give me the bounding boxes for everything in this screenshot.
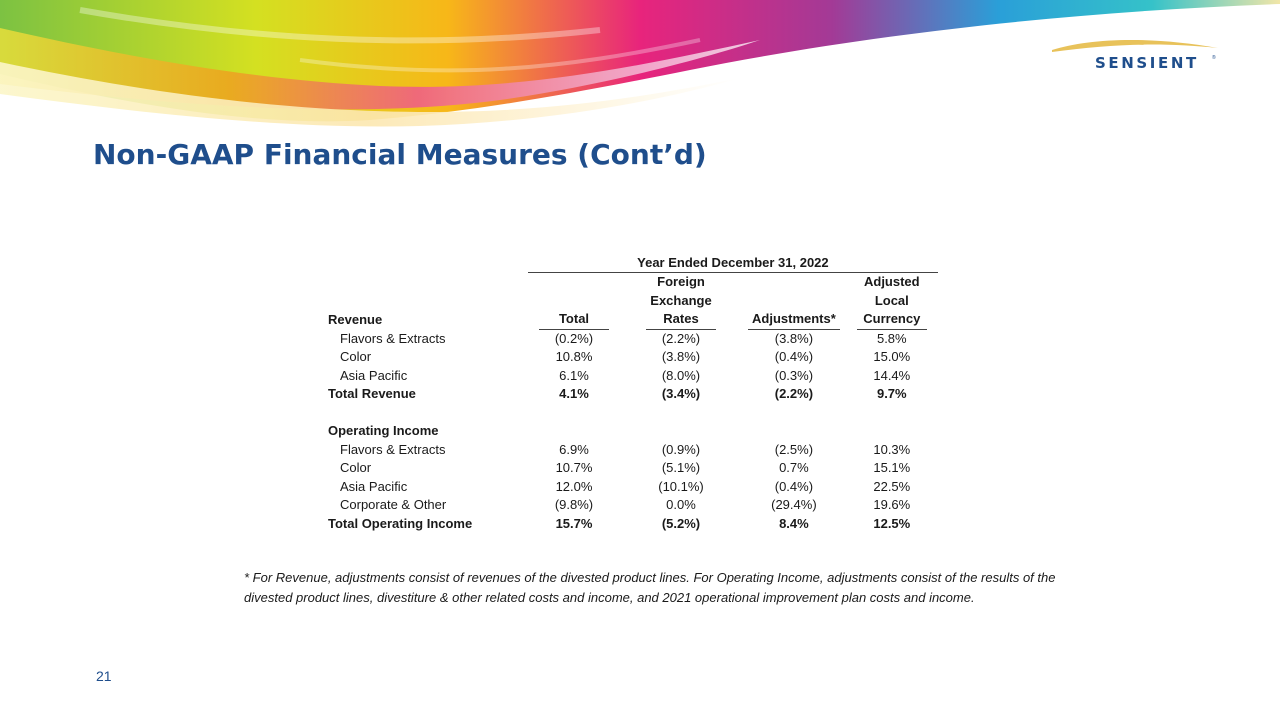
cell-alc: 10.3% bbox=[873, 441, 911, 457]
row-label: Color bbox=[340, 460, 372, 475]
cell-adj: 8.4% bbox=[779, 515, 809, 531]
cell-alc: 9.7% bbox=[876, 386, 907, 401]
row-label: Total Operating Income bbox=[328, 515, 473, 531]
col-header-line: Total bbox=[558, 311, 590, 326]
cell-adj: (2.5%) bbox=[774, 441, 814, 457]
sensient-logo bbox=[1050, 36, 1220, 76]
col-header-line: Exchange bbox=[650, 292, 712, 308]
row-label: Color bbox=[340, 349, 372, 364]
slide-number: 21 bbox=[96, 668, 112, 684]
cell-adj: (0.4%) bbox=[774, 478, 814, 494]
cell-total: 6.9% bbox=[559, 441, 589, 457]
row-label: Flavors & Extracts bbox=[340, 441, 446, 457]
col-header-line: Adjustments* bbox=[752, 311, 836, 326]
revenue-section-label: Revenue bbox=[328, 312, 383, 327]
cell-adj: (29.4%) bbox=[771, 497, 817, 512]
table-row bbox=[328, 367, 938, 386]
cell-total: 10.7% bbox=[555, 460, 593, 475]
financial-table bbox=[328, 252, 938, 533]
cell-fx: (10.1%) bbox=[658, 478, 704, 494]
column-header-row bbox=[328, 273, 938, 330]
total-operating-income-row bbox=[328, 515, 938, 534]
operating-income-section-row bbox=[328, 422, 938, 441]
cell-alc: 15.1% bbox=[873, 460, 911, 475]
col-header-alc bbox=[857, 273, 927, 330]
period-label: Year Ended December 31, 2022 bbox=[528, 252, 938, 273]
cell-fx: (5.2%) bbox=[661, 515, 701, 531]
logo-wordmark: SENSIENT bbox=[1095, 54, 1199, 72]
table-row bbox=[328, 496, 938, 515]
col-header-line: Adjusted bbox=[863, 274, 920, 289]
table-row bbox=[328, 441, 938, 460]
cell-alc: 15.0% bbox=[873, 349, 911, 364]
table-row bbox=[328, 348, 938, 367]
cell-fx: 0.0% bbox=[666, 497, 696, 512]
col-header-total bbox=[539, 273, 609, 330]
cell-total: 10.8% bbox=[555, 349, 593, 364]
cell-total: 6.1% bbox=[559, 367, 589, 383]
cell-fx: (3.8%) bbox=[661, 349, 701, 364]
cell-fx: (0.9%) bbox=[661, 441, 701, 457]
cell-total: 12.0% bbox=[555, 478, 593, 494]
row-label: Asia Pacific bbox=[340, 367, 408, 383]
cell-total: 4.1% bbox=[559, 386, 589, 401]
cell-adj: (3.8%) bbox=[774, 330, 814, 346]
cell-adj: (0.3%) bbox=[774, 367, 814, 383]
cell-fx: (3.4%) bbox=[661, 386, 701, 401]
col-header-line: Local bbox=[874, 292, 909, 308]
cell-total: 15.7% bbox=[555, 515, 593, 531]
cell-alc: 5.8% bbox=[876, 330, 907, 346]
logo-trademark: ® bbox=[1212, 55, 1216, 61]
cell-total: (0.2%) bbox=[554, 330, 594, 346]
cell-alc: 19.6% bbox=[873, 497, 911, 512]
col-header-line: Foreign bbox=[657, 274, 705, 289]
col-header-fx bbox=[646, 273, 716, 330]
cell-adj: (2.2%) bbox=[774, 386, 814, 401]
row-label: Asia Pacific bbox=[340, 478, 408, 494]
period-header-row bbox=[328, 252, 938, 273]
cell-fx: (5.1%) bbox=[661, 460, 701, 475]
table-row bbox=[328, 330, 938, 349]
cell-adj: (0.4%) bbox=[774, 349, 814, 364]
col-header-adj bbox=[748, 273, 840, 330]
footnote: * For Revenue, adjustments consist of revenues of the divested product lines. For Operating Income, adjustments consist of the results of the divested product lines, divestiture & other related costs and income, and 2021 operational improvement plan costs and income. bbox=[244, 570, 1056, 605]
cell-fx: (8.0%) bbox=[661, 367, 701, 383]
total-revenue-row bbox=[328, 385, 938, 404]
row-label: Total Revenue bbox=[328, 386, 416, 401]
table-row bbox=[328, 478, 938, 497]
page-title: Non-GAAP Financial Measures (Cont’d) bbox=[93, 138, 707, 171]
table-row bbox=[328, 459, 938, 478]
spacer-row bbox=[328, 404, 938, 423]
cell-adj: 0.7% bbox=[779, 460, 809, 475]
cell-alc: 14.4% bbox=[873, 367, 911, 383]
section-label: Operating Income bbox=[328, 423, 439, 438]
cell-alc: 12.5% bbox=[873, 515, 911, 531]
cell-total: (9.8%) bbox=[554, 497, 594, 512]
col-header-line: Rates bbox=[663, 311, 699, 326]
cell-fx: (2.2%) bbox=[661, 330, 701, 346]
row-label: Flavors & Extracts bbox=[340, 330, 446, 346]
cell-alc: 22.5% bbox=[873, 478, 911, 494]
col-header-line: Currency bbox=[863, 311, 921, 326]
row-label: Corporate & Other bbox=[340, 497, 447, 512]
